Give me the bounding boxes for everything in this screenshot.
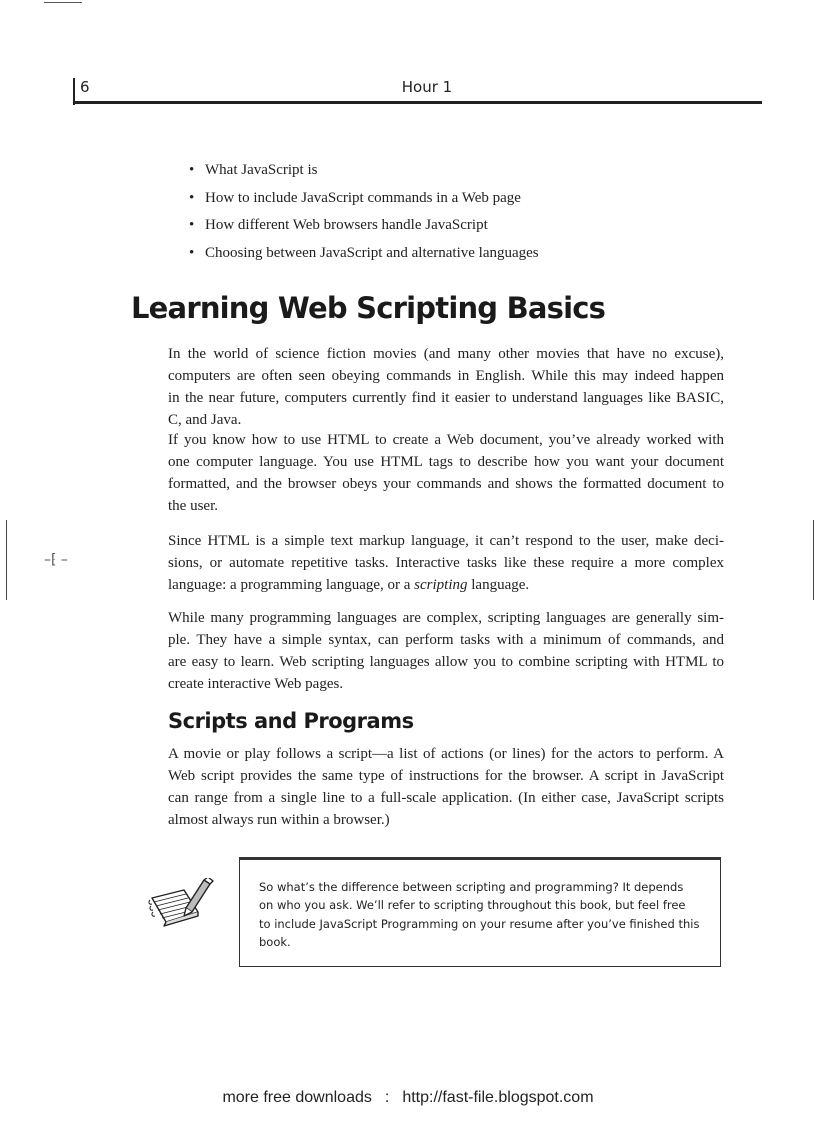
text-line: create interactive Web pages. [168, 676, 344, 692]
text-line: If you know how to use HTML to create a Web document, you’ve already worked with [168, 432, 724, 448]
crop-mark-right [813, 520, 814, 600]
bullet-text: Choosing between JavaScript and alternative languages [205, 244, 539, 261]
text-line: can range from a single line to a full-scale application. (In either case, JavaScript scripts [168, 790, 724, 806]
text-line: C, and Java. [168, 412, 242, 428]
text-line: ple. They have a simple syntax, can perform tasks with a minimum of commands, and [168, 632, 724, 648]
bullet-glyph: • [189, 217, 195, 233]
bullet-glyph: • [189, 244, 195, 261]
notepad-pencil-icon [146, 878, 214, 930]
crop-mark-top [44, 2, 82, 3]
footer-separator: : [384, 1089, 390, 1106]
footer [0, 1089, 816, 1107]
text-line: in the near future, computers currently find it easier to understand languages like BASIC, [168, 390, 724, 406]
note-text [259, 878, 709, 951]
text-line: In the world of science fiction movies (and many other movies that have no excuse), [168, 346, 724, 362]
text-line: the user. [168, 498, 218, 514]
section-heading: Learning Web Scripting Basics [131, 291, 606, 325]
bullet-text: How to include JavaScript commands in a Web page [205, 189, 521, 206]
paragraph-3 [168, 530, 724, 596]
paragraph-5 [168, 743, 724, 831]
bullet-item [189, 240, 539, 268]
text-line: Web script provides the same type of instructions for the browser. A script in JavaScript [168, 768, 724, 784]
bullet-text: How different Web browsers handle JavaScript [205, 217, 488, 233]
running-head: Hour 1 [401, 78, 453, 96]
text-segment: language. [467, 577, 530, 593]
text-line [168, 574, 724, 596]
text-line: Since HTML is a simple text markup language, it can’t respond to the user, make deci- [168, 533, 724, 549]
page-number: 6 [80, 78, 90, 96]
footer-url[interactable]: http://fast-file.blogspot.com [402, 1089, 594, 1106]
bullet-item [189, 157, 539, 185]
paragraph-1 [168, 343, 724, 431]
text-line: are easy to learn. Web scripting languages allow you to combine scripting with HTML to [168, 654, 724, 670]
bullet-glyph: • [189, 189, 195, 206]
emphasis-scripting: scripting [414, 577, 468, 593]
note-line: book. [259, 934, 291, 949]
subsection-heading: Scripts and Programs [168, 709, 414, 733]
bullet-glyph: • [189, 162, 195, 178]
text-line: one computer language. You use HTML tags to describe how you want your document [168, 454, 724, 470]
bullet-text: What JavaScript is [205, 162, 318, 178]
note-line: So what’s the difference between scripting and programming? It depends [259, 880, 684, 894]
registration-mark: –⁅ – [44, 552, 68, 568]
text-line: almost always run within a browser.) [168, 812, 390, 828]
text-line: While many programming languages are complex, scripting languages are generally sim- [168, 610, 724, 626]
note-line: on who you ask. We’ll refer to scripting throughout this book, but feel free [259, 898, 686, 913]
note-line: to include JavaScript Programming on your resume after you’ve finished this [259, 916, 700, 931]
text-line: formatted, and the browser obeys your commands and shows the formatted document to [168, 476, 724, 492]
bullet-item [189, 185, 539, 213]
header-rule [73, 101, 762, 104]
crop-mark-left [6, 520, 7, 600]
text-segment: language: a programming language, or a [168, 577, 415, 593]
footer-text: more free downloads [222, 1089, 372, 1106]
bullet-item [189, 212, 539, 240]
text-line: sions, or automate repetitive tasks. Interactive tasks like these require a more complex [168, 555, 724, 571]
text-line: computers are often seen obeying commands in English. While this may indeed happen [168, 368, 724, 384]
paragraph-4 [168, 607, 724, 695]
bullet-list [189, 157, 539, 267]
paragraph-2 [168, 429, 724, 517]
text-line: A movie or play follows a script—a list of actions (or lines) for the actors to perform. A [168, 746, 724, 762]
